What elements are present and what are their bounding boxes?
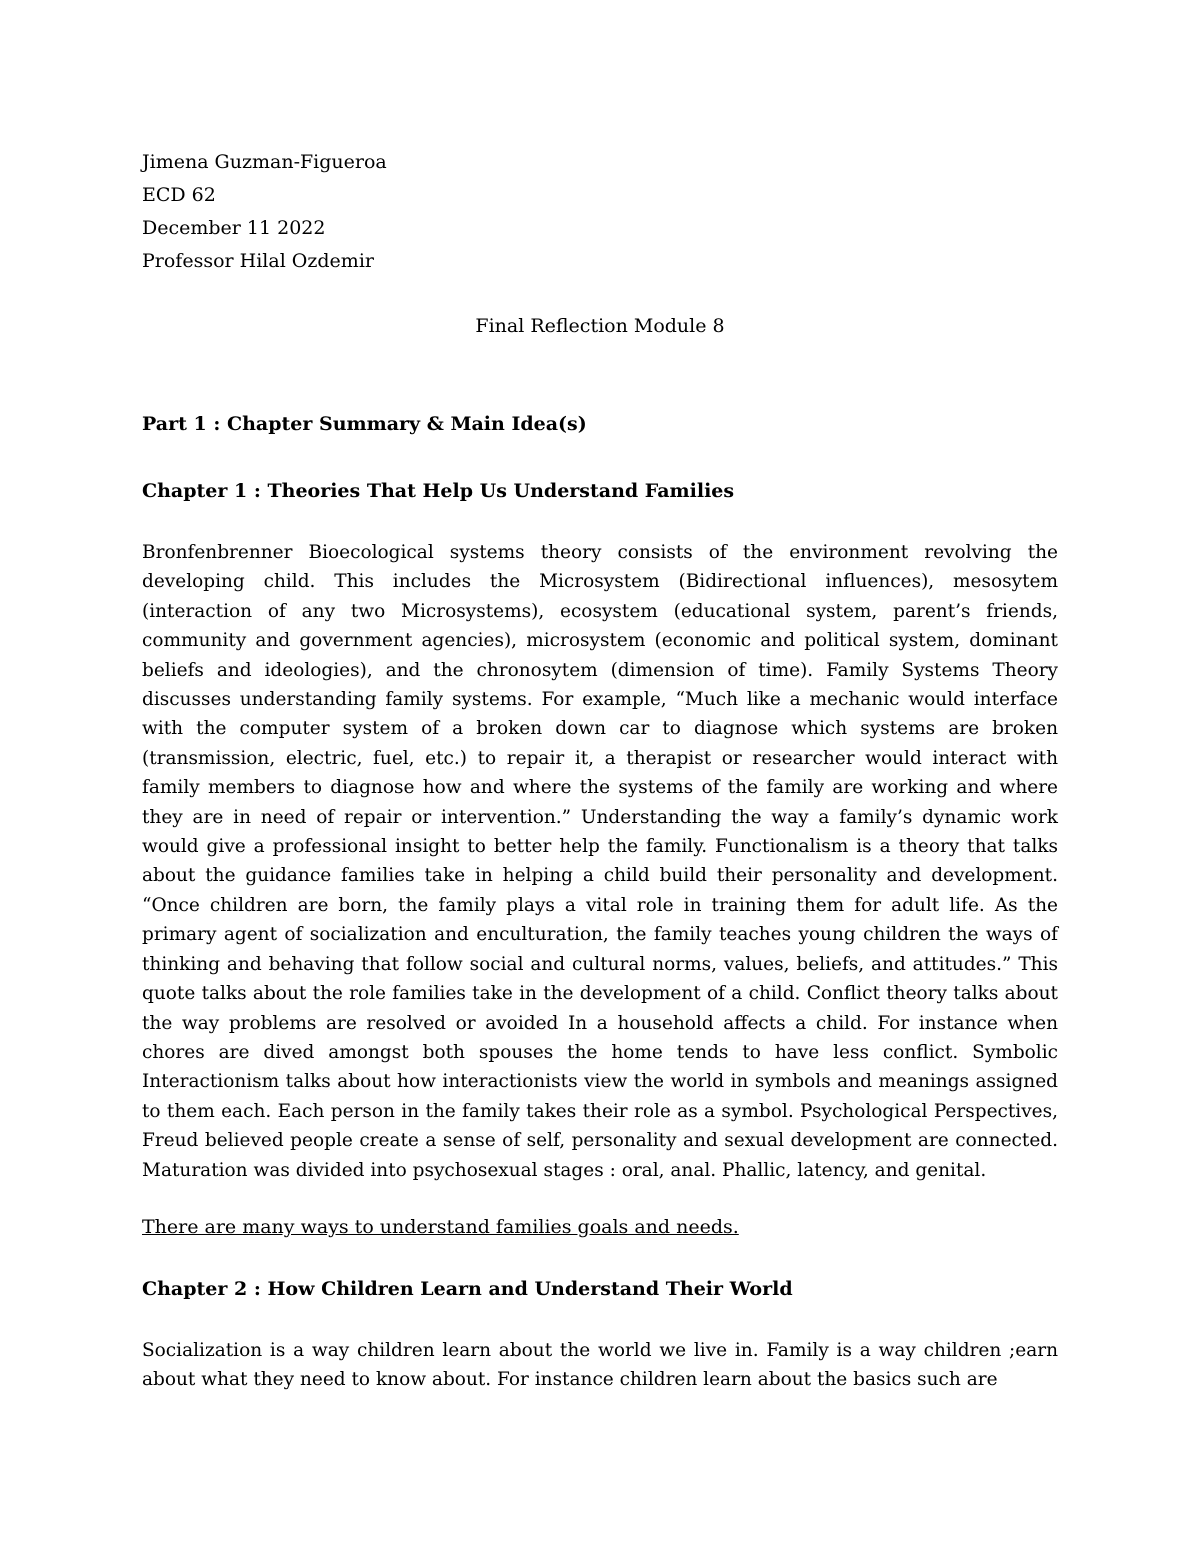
part1-heading: Part 1 : Chapter Summary & Main Idea(s): [142, 413, 587, 435]
chapter1-heading: Chapter 1 : Theories That Help Us Understand Families: [142, 480, 735, 502]
date: December 11 2022: [142, 217, 326, 239]
chapter1-main-idea: There are many ways to understand families goals and needs.: [142, 1216, 739, 1238]
header-block: [142, 146, 642, 278]
chapter2-heading: Chapter 2 : How Children Learn and Understand Their World: [142, 1278, 793, 1300]
document-title: Final Reflection Module 8: [475, 315, 725, 337]
professor-name: Professor Hilal Ozdemir: [142, 250, 374, 272]
course-code: ECD 62: [142, 184, 216, 206]
author-name: Jimena Guzman-Figueroa: [142, 151, 387, 173]
chapter2-paragraph: Socialization is a way children learn about the world we live in. Family is a way children ;earn about what they need to know about. For instance children learn about the basics such are: [142, 1340, 1058, 1391]
chapter1-paragraph: Bronfenbrenner Bioecological systems theory consists of the environment revolving the developing child. This includes the Microsystem (Bidirectional influences), mesosytem (interaction of any two Microsystems), ecosystem (educational system, parent’s friends, community and government agencies), microsystem (economic and political system, dominant beliefs and ideologies), and the chronosytem (dimension of time). Family Systems Theory discusses understanding family systems. For example, “Much like a mechanic would interface with the computer system of a broken down car to diagnose which systems are broken (transmission, electric, fuel, etc.) to repair it, a therapist or researcher would interact with family members to diagnose how and where the systems of the family are working and where they are in need of repair or intervention.” Understanding the way a family’s dynamic work would give a professional insight to better help the family. Functionalism is a theory that talks about the guidance families take in helping a child build their personality and development. “Once children are born, the family plays a vital role in training them for adult life. As the primary agent of socialization and enculturation, the family teaches young children the ways of thinking and behaving that follow social and cultural norms, values, beliefs, and attitudes.” This quote talks about the role families take in the development of a child. Conflict theory talks about the way problems are resolved or avoided In a household affects a child. For instance when chores are dived amongst both spouses the home tends to have less conflict. Symbolic Interactionism talks about how interactionists view the world in symbols and meanings assigned to them each. Each person in the family takes their role as a symbol. Psychological Perspectives, Freud believed people create a sense of self, personality and sexual development are connected. Maturation was divided into psychosexual stages : oral, anal. Phallic, latency, and genital.: [142, 542, 1058, 1181]
